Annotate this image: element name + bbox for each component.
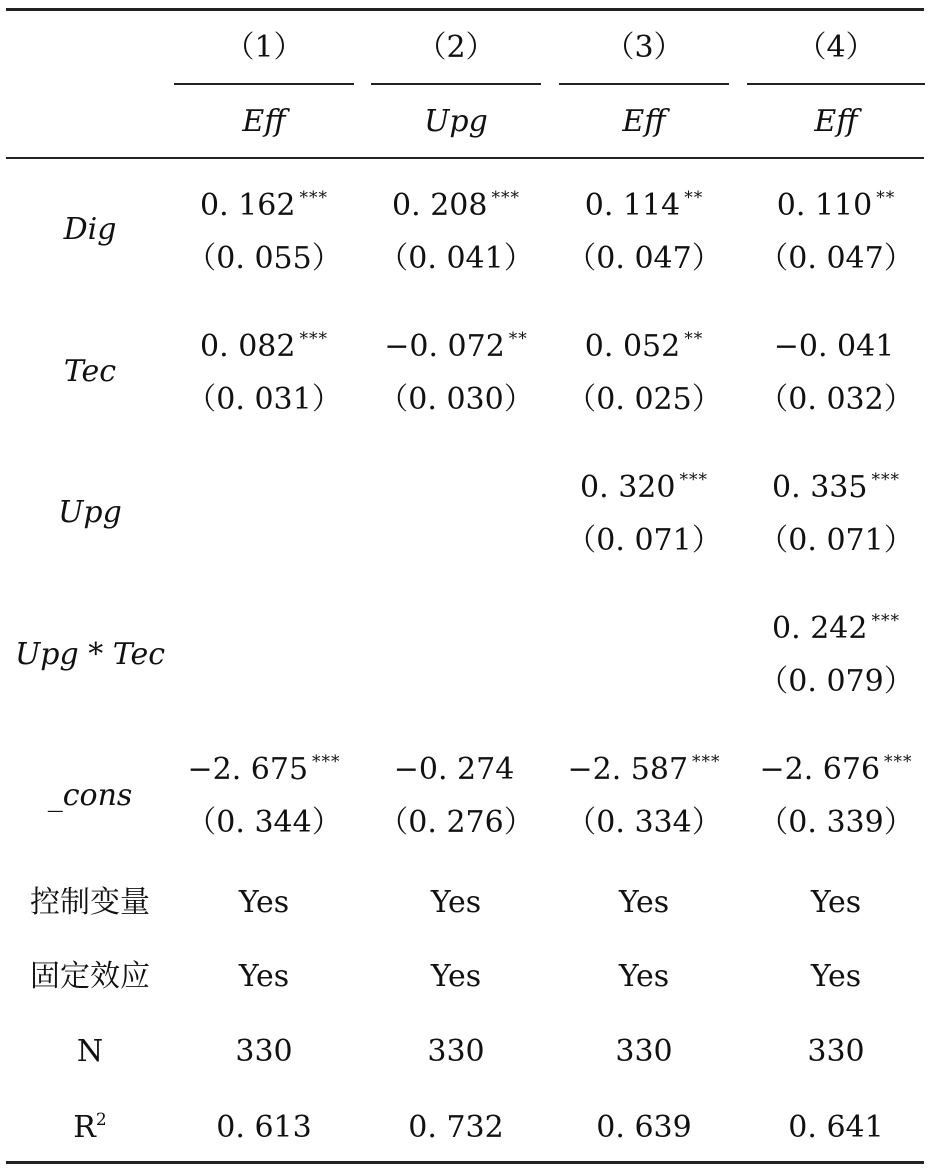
column-rule-1 <box>174 83 354 85</box>
column-header-2: （2） <box>416 30 496 65</box>
coef-dig-2: 0. 208 *** <box>392 188 520 223</box>
coef-upg-tec-4: 0. 242 *** <box>772 611 900 646</box>
coef-dig-4: 0. 110 ** <box>776 188 896 223</box>
se-cons-3: （0. 334） <box>566 805 722 840</box>
se-tec-1: （0. 031） <box>186 382 342 417</box>
r-squared-2: 0. 732 <box>408 1110 504 1145</box>
footer-label-n: N <box>76 1034 104 1069</box>
controls-4: Yes <box>810 885 862 920</box>
controls-1: Yes <box>238 885 290 920</box>
controls-3: Yes <box>618 885 670 920</box>
se-tec-3: （0. 025） <box>566 382 722 417</box>
coef-tec-3: 0. 052 ** <box>584 329 704 364</box>
controls-2: Yes <box>430 885 482 920</box>
fixed-effects-2: Yes <box>430 959 482 994</box>
row-label-cons: _cons <box>47 778 133 813</box>
column-rule-2 <box>371 83 541 85</box>
se-tec-4: （0. 032） <box>758 382 914 417</box>
column-header-1: （1） <box>224 30 304 65</box>
r-squared-3: 0. 639 <box>596 1110 692 1145</box>
se-dig-4: （0. 047） <box>758 241 914 276</box>
dependent-var-4: Eff <box>814 104 858 139</box>
coef-dig-3: 0. 114 ** <box>584 188 704 223</box>
se-cons-2: （0. 276） <box>378 805 534 840</box>
se-dig-2: （0. 041） <box>378 241 534 276</box>
table-bottom-rule <box>6 1161 924 1164</box>
row-label-upg: Upg <box>58 495 122 530</box>
se-upg-3: （0. 071） <box>566 523 722 558</box>
table-header-rule <box>6 157 924 159</box>
table-top-rule <box>6 8 924 11</box>
dependent-var-1: Eff <box>242 104 286 139</box>
n-4: 330 <box>807 1034 865 1069</box>
coef-cons-3: −2. 587 *** <box>567 752 721 787</box>
footer-label-controls: 控制变量 <box>30 885 150 920</box>
dependent-var-2: Upg <box>424 104 488 139</box>
se-dig-3: （0. 047） <box>566 241 722 276</box>
coef-cons-1: −2. 675 *** <box>187 752 341 787</box>
n-3: 330 <box>615 1034 673 1069</box>
se-cons-1: （0. 344） <box>186 805 342 840</box>
coef-upg-3: 0. 320 *** <box>580 470 708 505</box>
column-rule-4 <box>747 83 925 85</box>
column-rule-3 <box>559 83 729 85</box>
column-header-4: （4） <box>796 30 876 65</box>
row-label-dig: Dig <box>63 212 117 247</box>
fixed-effects-1: Yes <box>238 959 290 994</box>
footer-label-fixed-effects: 固定效应 <box>30 959 150 994</box>
row-label-upg-tec: Upg * Tec <box>15 637 165 672</box>
coef-tec-4: −0. 041 <box>773 329 895 364</box>
column-header-3: （3） <box>604 30 684 65</box>
r-squared-1: 0. 613 <box>216 1110 312 1145</box>
r-squared-4: 0. 641 <box>788 1110 884 1145</box>
row-label-tec: Tec <box>63 354 117 389</box>
fixed-effects-4: Yes <box>810 959 862 994</box>
se-upg-tec-4: （0. 079） <box>758 664 914 699</box>
n-1: 330 <box>235 1034 293 1069</box>
se-tec-2: （0. 030） <box>378 382 534 417</box>
se-upg-4: （0. 071） <box>758 523 914 558</box>
coef-cons-2: −0. 274 <box>393 752 515 787</box>
coef-cons-4: −2. 676 *** <box>759 752 913 787</box>
dependent-var-3: Eff <box>622 104 666 139</box>
se-cons-4: （0. 339） <box>758 805 914 840</box>
coef-tec-1: 0. 082 *** <box>200 329 328 364</box>
n-2: 330 <box>427 1034 485 1069</box>
fixed-effects-3: Yes <box>618 959 670 994</box>
coef-tec-2: −0. 072 ** <box>384 329 528 364</box>
coef-dig-1: 0. 162 *** <box>200 188 328 223</box>
coef-upg-4: 0. 335 *** <box>772 470 900 505</box>
footer-label-r-squared: $R^2$ <box>73 1110 107 1145</box>
se-dig-1: （0. 055） <box>186 241 342 276</box>
